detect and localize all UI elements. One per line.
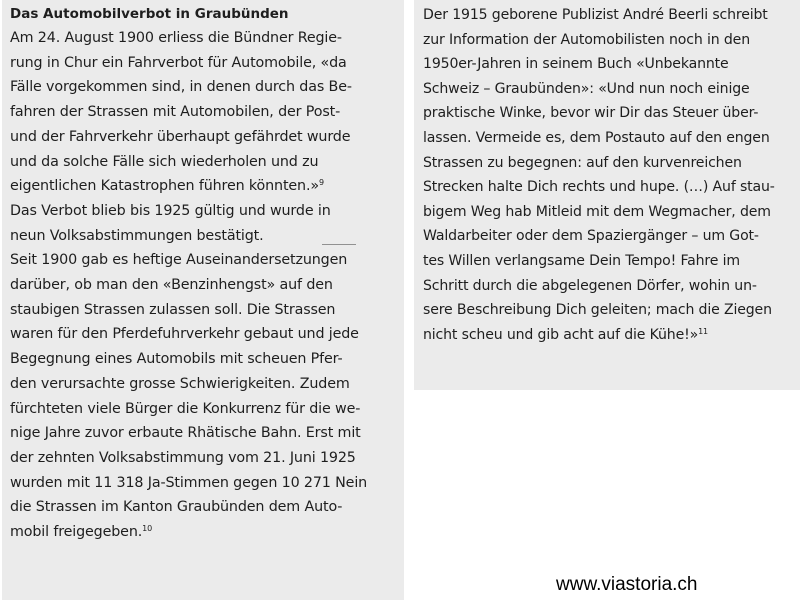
article-title: Das Automobilverbot in Graubünden (10, 6, 289, 22)
text-line: darüber, ob man den «Benzinhengst» auf den (10, 277, 333, 294)
text-line: lassen. Vermeide es, dem Postauto auf den engen (423, 129, 770, 146)
text-line: den verursachte grosse Schwierigkeiten. Zudem (10, 375, 350, 392)
text-line: mobil freigegeben. (10, 524, 143, 541)
text-line-with-footnote (10, 174, 398, 199)
left-column (10, 2, 398, 545)
text-line: und da solche Fälle sich wiederholen und zu (10, 153, 319, 170)
text-line: die Strassen im Kanton Graubünden dem Auto- (10, 499, 343, 516)
text-line: fürchteten viele Bürger die Konkurrenz für die we- (10, 400, 361, 417)
text-line: der zehnten Volksabstimmung vom 21. Juni 1925 (10, 449, 356, 466)
footnote-ref-10: 10 (142, 524, 153, 534)
text-line: Das Verbot blieb bis 1925 gültig und wurde in (10, 202, 331, 219)
text-line: sere Beschreibung Dich geleiten; mach die Ziegen (423, 302, 772, 319)
right-column (423, 3, 797, 347)
text-line: praktische Winke, bevor wir Dir das Steuer über- (423, 105, 759, 122)
website-url[interactable]: www.viastoria.ch (556, 574, 698, 595)
text-line: nicht scheu und gib acht auf die Kühe!» (423, 326, 699, 343)
scan-artifact (322, 244, 356, 245)
text-line: Seit 1900 gab es heftige Auseinandersetzungen (10, 252, 348, 269)
footnote-ref-9: 9 (318, 178, 324, 188)
text-line-with-footnote (10, 520, 398, 545)
text-line: und der Fahrverkehr überhaupt gefährdet wurde (10, 128, 351, 145)
text-line: eigentlichen Katastrophen führen könnten.» (10, 178, 319, 195)
text-line: Waldarbeiter oder dem Spaziergänger – um Got- (423, 228, 759, 245)
text-line: waren für den Pferdefuhrverkehr gebaut und jede (10, 326, 359, 343)
text-line: neun Volksabstimmungen bestätigt. (10, 227, 264, 244)
text-line: tes Willen verlangsame Dein Tempo! Fahre im (423, 252, 740, 269)
text-line: wurden mit 11 318 Ja-Stimmen gegen 10 271 Nein (10, 474, 368, 491)
text-line: Schritt durch die abgelegenen Dörfer, wohin un- (423, 277, 757, 294)
text-line: Fälle vorgekommen sind, in denen durch das Be- (10, 79, 352, 96)
text-line: zur Information der Automobilisten noch in den (423, 31, 750, 48)
text-line-with-footnote (423, 323, 797, 348)
text-line: Strecken halte Dich rechts und hupe. (…) Auf stau- (423, 179, 775, 196)
text-line: staubigen Strassen zulassen soll. Die Strassen (10, 301, 336, 318)
text-line: Der 1915 geborene Publizist André Beerli schreibt (423, 7, 768, 23)
text-line: 1950er-Jahren in seinem Buch «Unbekannte (423, 56, 729, 73)
text-line: Am 24. August 1900 erliess die Bündner Regie- (10, 30, 342, 46)
text-line: Strassen zu begegnen: auf den kurvenreichen (423, 154, 742, 171)
text-line: fahren der Strassen mit Automobilen, der Post- (10, 104, 341, 121)
text-line: bigem Weg hab Mitleid mit dem Wegmacher, dem (423, 203, 771, 220)
text-line: Begegnung eines Automobils mit scheuen Pfer- (10, 351, 343, 368)
footnote-ref-11: 11 (698, 326, 708, 336)
text-line: Schweiz – Graubünden»: «Und nun noch einige (423, 80, 750, 97)
text-line: rung in Chur ein Fahrverbot für Automobile, «da (10, 54, 347, 71)
text-line: nige Jahre zuvor erbaute Rhätische Bahn. Erst mit (10, 425, 361, 442)
